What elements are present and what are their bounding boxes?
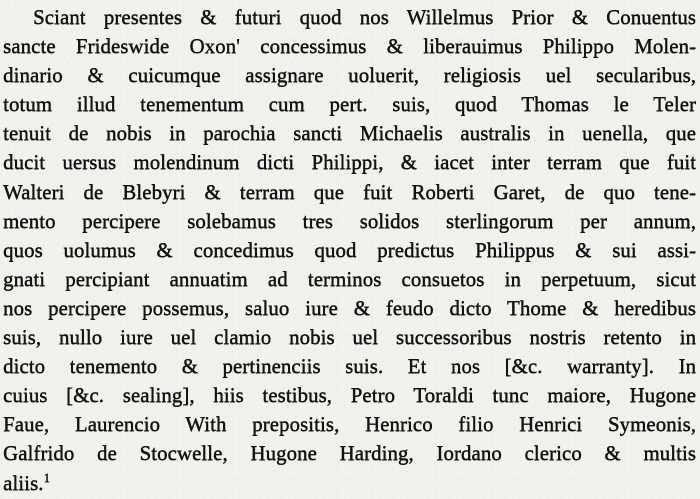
text-line xyxy=(3,469,696,498)
text-line: mento percipere solebamus tres solidos sterlingorum per annum, xyxy=(3,209,696,233)
text-line: totum illud tenementum cum pert. suis, quod Thomas le Teler xyxy=(3,93,696,117)
text-line: cuius [&c. sealing], hiis testibus, Petro Toraldi tunc maiore, Hugone xyxy=(3,384,696,408)
text-line: ducit uersus molendinum dicti Philippi, & iacet inter terram que fuit xyxy=(3,151,696,175)
text-line-final-words: aliis. xyxy=(3,471,44,495)
text-line: Sciant presentes & futuri quod nos Willelmus Prior & Conuentus xyxy=(33,6,696,29)
text-line: Faue, Laurencio With prepositis, Henrico filio Henrici Symeonis, xyxy=(3,413,696,437)
text-line: quos uolumus & concedimus quod predictus Philippus & sui assi- xyxy=(3,238,696,262)
text-line: dinario & cuicumque assignare uoluerit, religiosis uel secularibus, xyxy=(3,64,696,88)
text-line: sancte Frideswide Oxon' concessimus & liberauimus Philippo Molen- xyxy=(3,35,696,59)
text-line: dicto tenemento & pertinenciis suis. Et nos [&c. warranty]. In xyxy=(3,355,696,379)
footnote-marker: 1 xyxy=(43,470,50,485)
text-line: nos percipere possemus, saluo iure & feudo dicto Thome & heredibus xyxy=(3,296,696,320)
text-line: Walteri de Blebyri & terram que fuit Roberti Garet, de quo tene- xyxy=(3,180,696,204)
text-line: Galfrido de Stocwelle, Hugone Harding, Iordano clerico & multis xyxy=(3,442,696,466)
text-line: tenuit de nobis in parochia sancti Michaelis australis in uenella, que xyxy=(3,122,696,146)
text-line: suis, nullo iure uel clamio nobis uel successoribus nostris retento in xyxy=(3,326,696,350)
text-line: gnati percipiant annuatim ad terminos consuetos in perpetuum, sicut xyxy=(3,267,696,291)
